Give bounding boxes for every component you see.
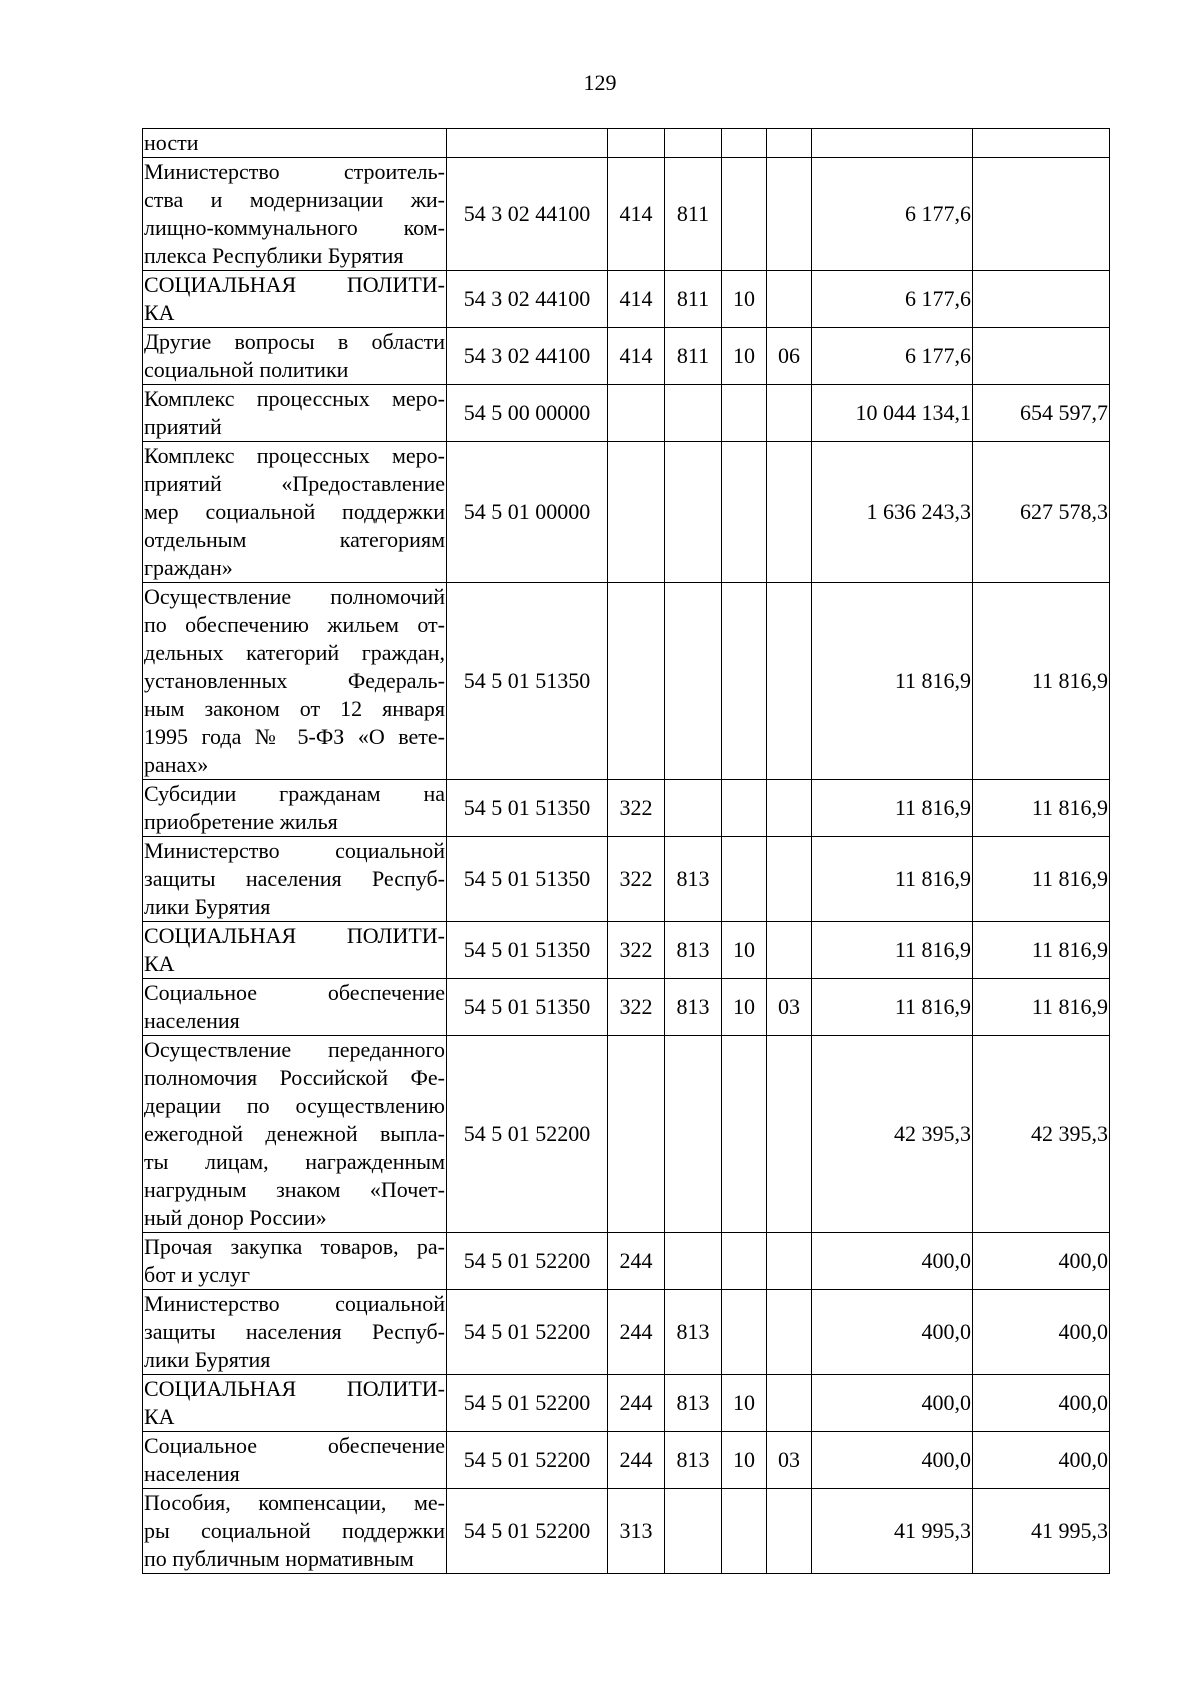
cell-ministry <box>665 1489 722 1574</box>
cell-amount-1: 400,0 <box>812 1432 973 1489</box>
cell-ministry: 811 <box>665 271 722 328</box>
name-line: Пособия, компенсации, ме- <box>144 1490 445 1515</box>
name-line: бот и услуг <box>144 1262 251 1287</box>
cell-section <box>722 780 767 837</box>
cell-amount-2: 400,0 <box>973 1375 1110 1432</box>
cell-section: 10 <box>722 922 767 979</box>
name-line: Осуществление переданного <box>144 1037 445 1062</box>
name-line: ранах» <box>144 752 209 777</box>
table-row <box>143 979 1110 1036</box>
name-line: защиты населения Респуб- <box>144 1319 445 1344</box>
cell-section <box>722 1036 767 1233</box>
table-body <box>143 129 1110 1574</box>
cell-name <box>143 1233 447 1290</box>
cell-expense-type <box>608 129 665 158</box>
cell-code: 54 3 02 44100 <box>447 328 608 385</box>
cell-code: 54 3 02 44100 <box>447 271 608 328</box>
name-line: лики Бурятия <box>144 1347 271 1372</box>
name-line: мер социальной поддержки <box>144 499 445 524</box>
cell-section <box>722 129 767 158</box>
cell-amount-2 <box>973 158 1110 271</box>
cell-ministry <box>665 129 722 158</box>
name-line: ства и модернизации жи- <box>144 187 445 212</box>
table-row <box>143 385 1110 442</box>
cell-subsection <box>767 780 812 837</box>
cell-amount-1: 400,0 <box>812 1290 973 1375</box>
table-row <box>143 837 1110 922</box>
cell-section <box>722 158 767 271</box>
cell-ministry: 811 <box>665 158 722 271</box>
cell-name <box>143 442 447 583</box>
cell-name <box>143 1375 447 1432</box>
budget-table <box>142 128 1110 1574</box>
cell-expense-type: 244 <box>608 1290 665 1375</box>
table-row <box>143 583 1110 780</box>
name-line: СОЦИАЛЬНАЯ ПОЛИТИ- <box>144 272 445 297</box>
cell-subsection <box>767 1489 812 1574</box>
cell-expense-type: 322 <box>608 979 665 1036</box>
cell-section <box>722 1233 767 1290</box>
cell-amount-2: 400,0 <box>973 1290 1110 1375</box>
cell-amount-1: 6 177,6 <box>812 158 973 271</box>
cell-amount-1: 11 816,9 <box>812 837 973 922</box>
cell-amount-1: 11 816,9 <box>812 583 973 780</box>
cell-ministry: 813 <box>665 837 722 922</box>
cell-code: 54 5 01 52200 <box>447 1036 608 1233</box>
cell-amount-2: 11 816,9 <box>973 837 1110 922</box>
cell-amount-2 <box>973 271 1110 328</box>
cell-name <box>143 271 447 328</box>
table-row <box>143 1375 1110 1432</box>
cell-ministry: 813 <box>665 1432 722 1489</box>
name-line: ным законом от 12 января <box>144 696 445 721</box>
cell-name <box>143 129 447 158</box>
name-line: социальной политики <box>144 357 349 382</box>
name-line: ный донор России» <box>144 1205 327 1230</box>
name-line: населения <box>144 1008 240 1033</box>
name-line: Социальное обеспечение <box>144 1433 445 1458</box>
name-line: 1995 года № 5-ФЗ «О вете- <box>144 724 445 749</box>
cell-amount-1: 400,0 <box>812 1233 973 1290</box>
table-row <box>143 1489 1110 1574</box>
cell-section <box>722 442 767 583</box>
cell-section: 10 <box>722 328 767 385</box>
cell-expense-type <box>608 583 665 780</box>
table-row <box>143 271 1110 328</box>
cell-name <box>143 583 447 780</box>
cell-code: 54 5 00 00000 <box>447 385 608 442</box>
name-line: дерации по осуществлению <box>144 1093 445 1118</box>
cell-amount-2 <box>973 129 1110 158</box>
cell-amount-2: 654 597,7 <box>973 385 1110 442</box>
cell-ministry: 813 <box>665 1375 722 1432</box>
name-line: дельных категорий граждан, <box>144 640 445 665</box>
table-row <box>143 158 1110 271</box>
cell-expense-type: 322 <box>608 780 665 837</box>
cell-subsection: 03 <box>767 979 812 1036</box>
cell-expense-type: 414 <box>608 271 665 328</box>
name-line: приятий «Предоставление <box>144 471 445 496</box>
cell-section: 10 <box>722 979 767 1036</box>
cell-code: 54 5 01 52200 <box>447 1489 608 1574</box>
cell-code: 54 5 01 51350 <box>447 583 608 780</box>
cell-amount-1 <box>812 129 973 158</box>
cell-subsection <box>767 385 812 442</box>
cell-subsection <box>767 1290 812 1375</box>
cell-subsection: 03 <box>767 1432 812 1489</box>
cell-subsection <box>767 583 812 780</box>
cell-name <box>143 837 447 922</box>
name-line: ности <box>144 130 199 155</box>
name-line: Социальное обеспечение <box>144 980 445 1005</box>
name-line: лики Бурятия <box>144 894 271 919</box>
cell-amount-2: 42 395,3 <box>973 1036 1110 1233</box>
cell-amount-2: 11 816,9 <box>973 979 1110 1036</box>
cell-name <box>143 979 447 1036</box>
cell-section: 10 <box>722 271 767 328</box>
cell-ministry: 813 <box>665 1290 722 1375</box>
cell-code <box>447 129 608 158</box>
table-row <box>143 442 1110 583</box>
table-row <box>143 1233 1110 1290</box>
table-row <box>143 1036 1110 1233</box>
name-line: ры социальной поддержки <box>144 1518 445 1543</box>
name-line: по обеспечению жильем от- <box>144 612 445 637</box>
cell-section <box>722 385 767 442</box>
name-line: лищно-коммунального ком- <box>144 215 445 240</box>
name-line: отдельным категориям <box>144 527 445 552</box>
name-line: по публичным нормативным <box>144 1546 414 1571</box>
cell-name <box>143 1432 447 1489</box>
name-line: полномочия Российской Фе- <box>144 1065 445 1090</box>
name-line: Комплекс процессных меро- <box>144 386 445 411</box>
cell-subsection: 06 <box>767 328 812 385</box>
name-line: населения <box>144 1461 240 1486</box>
cell-amount-2: 11 816,9 <box>973 780 1110 837</box>
name-line: Министерство строитель- <box>144 159 445 184</box>
cell-name <box>143 385 447 442</box>
name-line: граждан» <box>144 555 233 580</box>
table-row <box>143 1290 1110 1375</box>
cell-subsection <box>767 129 812 158</box>
name-line: ты лицам, награжденным <box>144 1149 445 1174</box>
table-row <box>143 328 1110 385</box>
cell-ministry: 813 <box>665 922 722 979</box>
cell-amount-2: 41 995,3 <box>973 1489 1110 1574</box>
name-line: СОЦИАЛЬНАЯ ПОЛИТИ- <box>144 1376 445 1401</box>
cell-ministry <box>665 780 722 837</box>
cell-expense-type: 313 <box>608 1489 665 1574</box>
name-line: нагрудным знаком «Почет- <box>144 1177 445 1202</box>
cell-code: 54 5 01 51350 <box>447 922 608 979</box>
cell-amount-1: 41 995,3 <box>812 1489 973 1574</box>
cell-section <box>722 1290 767 1375</box>
cell-code: 54 5 01 00000 <box>447 442 608 583</box>
cell-subsection <box>767 922 812 979</box>
table-row <box>143 1432 1110 1489</box>
cell-ministry <box>665 1036 722 1233</box>
cell-subsection <box>767 1233 812 1290</box>
name-line: Другие вопросы в области <box>144 329 445 354</box>
cell-name <box>143 1489 447 1574</box>
page-number: 129 <box>583 70 617 95</box>
name-line: Министерство социальной <box>144 1291 445 1316</box>
cell-subsection <box>767 158 812 271</box>
cell-amount-2: 627 578,3 <box>973 442 1110 583</box>
cell-section <box>722 1489 767 1574</box>
table-row <box>143 780 1110 837</box>
name-line: СОЦИАЛЬНАЯ ПОЛИТИ- <box>144 923 445 948</box>
name-line: Прочая закупка товаров, ра- <box>144 1234 445 1259</box>
cell-amount-1: 1 636 243,3 <box>812 442 973 583</box>
cell-amount-2 <box>973 328 1110 385</box>
cell-expense-type: 244 <box>608 1375 665 1432</box>
table-row <box>143 129 1110 158</box>
cell-ministry: 813 <box>665 979 722 1036</box>
cell-amount-1: 11 816,9 <box>812 922 973 979</box>
cell-code: 54 5 01 52200 <box>447 1233 608 1290</box>
cell-ministry <box>665 583 722 780</box>
cell-code: 54 5 01 51350 <box>447 837 608 922</box>
name-line: КА <box>144 1404 175 1429</box>
cell-name <box>143 780 447 837</box>
cell-expense-type: 244 <box>608 1233 665 1290</box>
cell-expense-type: 244 <box>608 1432 665 1489</box>
cell-amount-1: 11 816,9 <box>812 780 973 837</box>
cell-amount-1: 6 177,6 <box>812 271 973 328</box>
cell-name <box>143 1036 447 1233</box>
cell-section <box>722 583 767 780</box>
cell-amount-1: 400,0 <box>812 1375 973 1432</box>
cell-ministry <box>665 385 722 442</box>
cell-expense-type <box>608 442 665 583</box>
cell-expense-type <box>608 1036 665 1233</box>
cell-subsection <box>767 1036 812 1233</box>
cell-code: 54 5 01 51350 <box>447 780 608 837</box>
cell-expense-type: 414 <box>608 158 665 271</box>
cell-code: 54 5 01 52200 <box>447 1375 608 1432</box>
cell-amount-1: 11 816,9 <box>812 979 973 1036</box>
cell-subsection <box>767 1375 812 1432</box>
name-line: установленных Федераль- <box>144 668 445 693</box>
name-line: приобретение жилья <box>144 809 338 834</box>
cell-ministry <box>665 1233 722 1290</box>
cell-name <box>143 1290 447 1375</box>
cell-subsection <box>767 837 812 922</box>
table-row <box>143 922 1110 979</box>
cell-amount-2: 400,0 <box>973 1233 1110 1290</box>
name-line: Субсидии гражданам на <box>144 781 445 806</box>
cell-ministry: 811 <box>665 328 722 385</box>
cell-amount-1: 42 395,3 <box>812 1036 973 1233</box>
cell-ministry <box>665 442 722 583</box>
cell-expense-type <box>608 385 665 442</box>
cell-code: 54 5 01 52200 <box>447 1290 608 1375</box>
name-line: защиты населения Респуб- <box>144 866 445 891</box>
name-line: приятий <box>144 414 222 439</box>
cell-code: 54 3 02 44100 <box>447 158 608 271</box>
name-line: плекса Республики Бурятия <box>144 243 404 268</box>
name-line: ежегодной денежной выпла- <box>144 1121 445 1146</box>
cell-amount-2: 11 816,9 <box>973 922 1110 979</box>
name-line: КА <box>144 300 175 325</box>
cell-amount-2: 400,0 <box>973 1432 1110 1489</box>
cell-code: 54 5 01 51350 <box>447 979 608 1036</box>
cell-expense-type: 414 <box>608 328 665 385</box>
cell-amount-1: 6 177,6 <box>812 328 973 385</box>
cell-section <box>722 837 767 922</box>
cell-name <box>143 922 447 979</box>
cell-section: 10 <box>722 1375 767 1432</box>
cell-amount-2: 11 816,9 <box>973 583 1110 780</box>
cell-subsection <box>767 442 812 583</box>
cell-amount-1: 10 044 134,1 <box>812 385 973 442</box>
name-line: КА <box>144 951 175 976</box>
name-line: Комплекс процессных меро- <box>144 443 445 468</box>
cell-code: 54 5 01 52200 <box>447 1432 608 1489</box>
cell-name <box>143 158 447 271</box>
cell-expense-type: 322 <box>608 922 665 979</box>
name-line: Министерство социальной <box>144 838 445 863</box>
name-line: Осуществление полномочий <box>144 584 445 609</box>
cell-subsection <box>767 271 812 328</box>
cell-expense-type: 322 <box>608 837 665 922</box>
cell-section: 10 <box>722 1432 767 1489</box>
cell-name <box>143 328 447 385</box>
